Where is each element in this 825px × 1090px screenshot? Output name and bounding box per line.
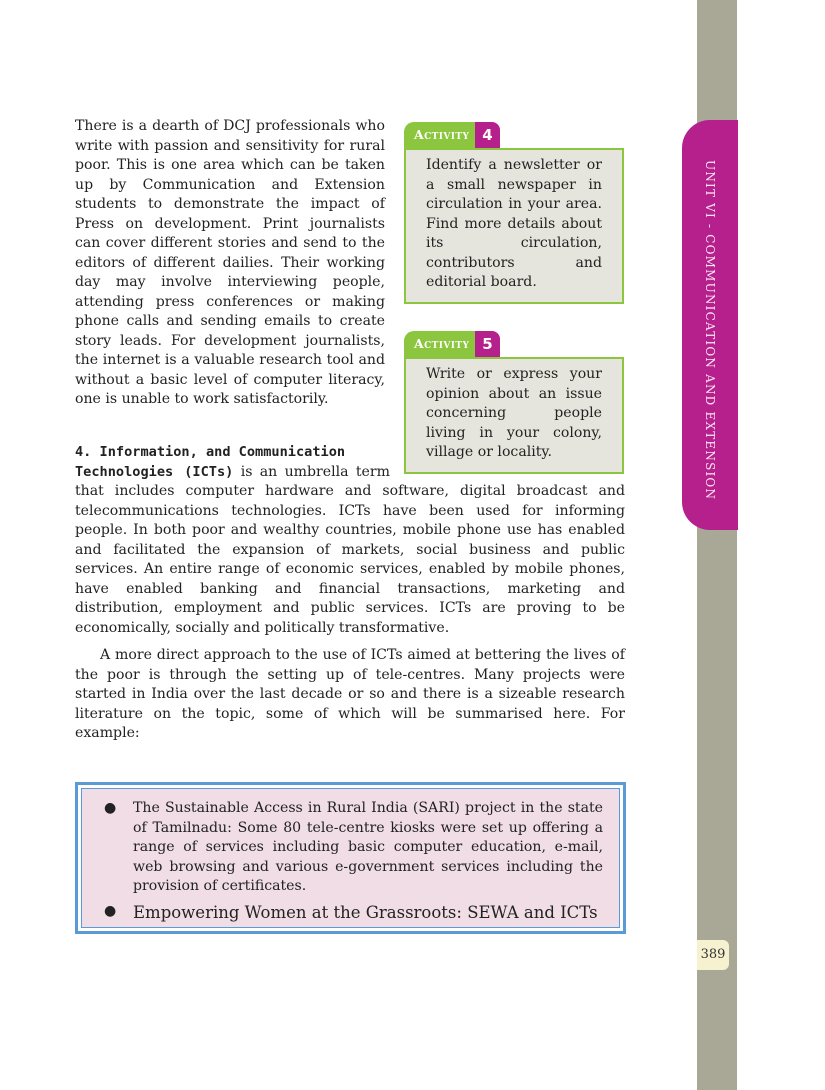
activity-4-box: Identify a newsletter or a small newspaper in circulation in your area. Find more details about its circulation, contributors and editorial board.: [404, 148, 624, 304]
examples-box-inner: [81, 788, 620, 928]
body-paragraph-2: [75, 443, 625, 638]
activity-5-box: Write or express your opinion about an issue concerning people living in your colony, village or locality.: [404, 357, 624, 474]
section-heading-term: Technologies (ICTs): [75, 463, 234, 480]
activity-4-number: 4: [475, 122, 499, 148]
activity-4-label: Activity: [404, 122, 475, 148]
activity-5-header: [404, 331, 500, 357]
bullet-icon: ●: [104, 800, 117, 816]
activity-5-number: 5: [475, 331, 499, 357]
section-heading: 4. Information, and Communication: [75, 444, 346, 460]
body-paragraph-3: A more direct approach to the use of ICTs aimed at bettering the lives of the poor is through the setting up of tele-centres. Many projects were started in India over the last decade or so and there is a sizeable research literature on the topic, some of which will be summarised here. For example:: [75, 647, 625, 741]
unit-label: UNIT VI - COMMUNICATION AND EXTENSION: [703, 160, 717, 501]
page-number: 389: [697, 940, 729, 970]
list-item-text: Empowering Women at the Grassroots: SEWA and ICTs: [133, 903, 598, 922]
list-item-text: The Sustainable Access in Rural India (SARI) project in the state of Tamilnadu: Some 80 tele-centre kiosks were set up offering a range of services including basic computer education, e-mail, web browsing and various e-government services including the provision of certificates.: [133, 800, 603, 894]
bullet-icon: ●: [104, 903, 117, 919]
activity-float-spacer: [390, 443, 625, 479]
activity-5-label: Activity: [404, 331, 475, 357]
examples-box: [75, 782, 626, 934]
body-paragraph-2-text: is an umbrella term that includes computer hardware and software, digital broadcast and telecommunications technologies. ICTs have been used for informing people. In both poor and wealthy countries, mobile phone use has enabled and facilitated the expansion of markets, social business and public services. An entire range of economic services, enabled by mobile phones, have enabled banking and financial transactions, marketing and distribution, employment and public services. ICTs are proving to be economically, socially and politically transformative.: [75, 463, 625, 636]
activity-4-header: [404, 122, 500, 148]
body-paragraph-1: There is a dearth of DCJ professionals who write with passion and sensitivity for rural poor. This is one area which can be taken up by Communication and Extension students to demonstrate the impact of Press on development. Print journalists can cover different stories and send to the editors of different dailies. Their working day may involve interviewing people, attending press conferences or making phone calls and sending emails to create story leads. For development journalists, the internet is a valuable research tool and without a basic level of computer literacy, one is unable to work satisfactorily.: [75, 118, 385, 407]
